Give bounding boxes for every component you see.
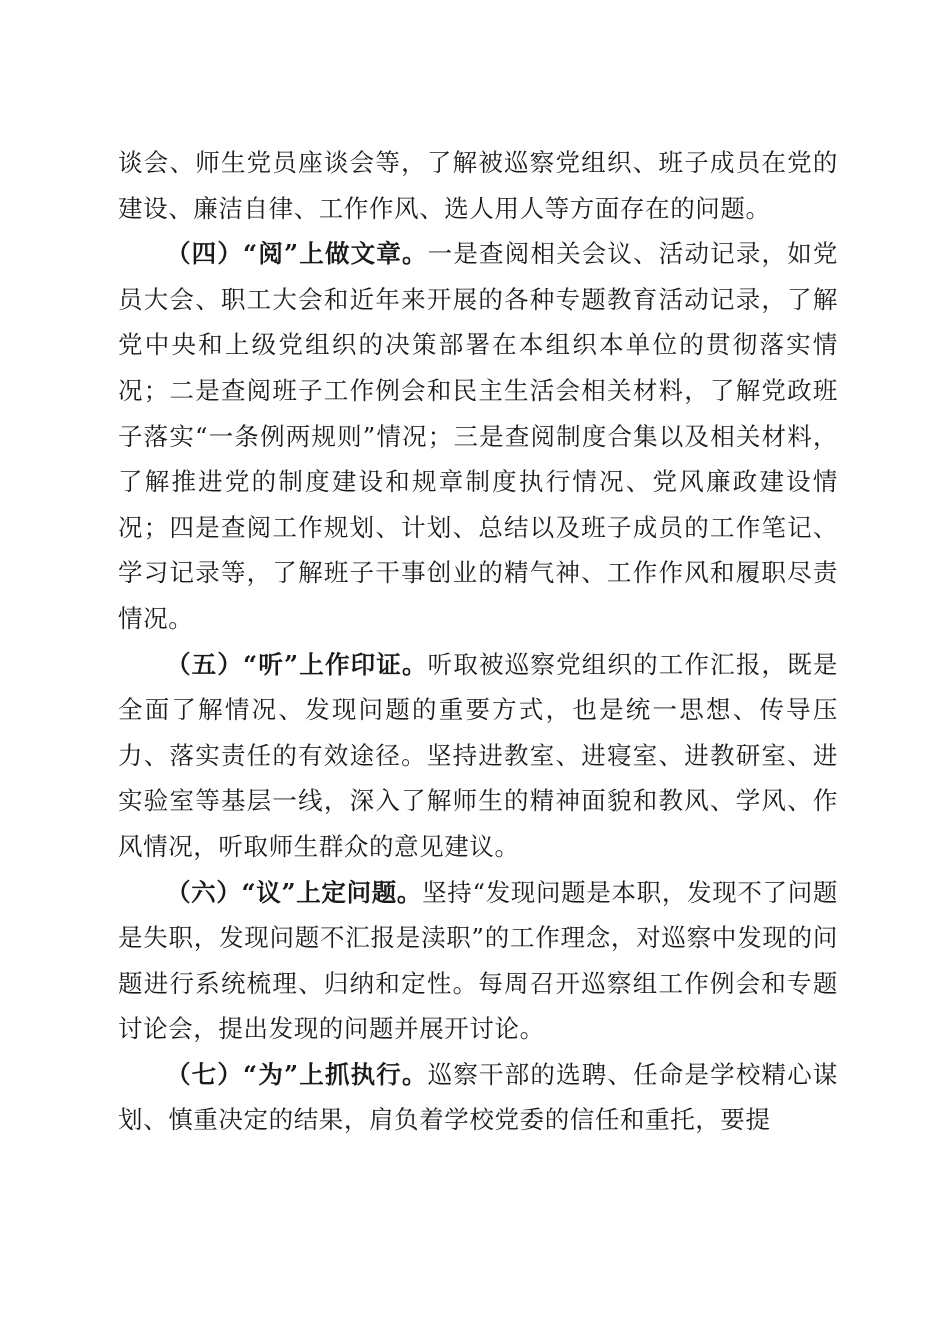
- document-body: [118, 140, 838, 1143]
- paragraph-section-4: [118, 231, 838, 641]
- section-heading: （五）“听”上作印证。: [166, 649, 428, 679]
- paragraph-section-7: [118, 1052, 838, 1143]
- paragraph-text: 一是查阅相关会议、活动记录，如党员大会、职工大会和近年来开展的各种专题教育活动记录，了解党中央和上级党组织的决策部署在本组织本单位的贯彻落实情况；二是查阅班子工作例会和民主生活会相关材料，了解党政班子落实“一条例两规则”情况；三是查阅制度合集以及相关材料，了解推进党的制度建设和规章制度执行情况、党风廉政建设情况；四是查阅工作规划、计划、总结以及班子成员的工作笔记、学习记录等，了解班子干事创业的精气神、工作作风和履职尽责情况。: [118, 239, 838, 633]
- section-heading: （六）“议”上定问题。: [166, 877, 423, 907]
- paragraph-text: 巡察干部的选聘、任命是学校精心谋划、慎重决定的结果，肩负着学校党委的信任和重托，要提: [118, 1059, 838, 1135]
- paragraph-text: 听取被巡察党组织的工作汇报，既是全面了解情况、发现问题的重要方式，也是统一思想、传导压力、落实责任的有效途径。坚持进教室、进寝室、进教研室、进实验室等基层一线，深入了解师生的精神面貌和教风、学风、作风情况，听取师生群众的意见建议。: [118, 649, 838, 861]
- paragraph-section-6: [118, 870, 838, 1052]
- section-heading: （四）“阅”上做文章。: [166, 239, 428, 269]
- paragraph-text: 谈会、师生党员座谈会等，了解被巡察党组织、班子成员在党的建设、廉洁自律、工作作风、选人用人等方面存在的问题。: [118, 148, 838, 223]
- section-heading: （七）“为”上抓执行。: [166, 1059, 428, 1089]
- paragraph-text: 坚持“发现问题是本职，发现不了问题是失职，发现问题不汇报是渎职”的工作理念，对巡察中发现的问题进行系统梳理、归纳和定性。每周召开巡察组工作例会和专题讨论会，提出发现的问题并展开讨论。: [118, 877, 838, 1044]
- paragraph-continuation: [118, 140, 838, 231]
- paragraph-section-5: [118, 642, 838, 870]
